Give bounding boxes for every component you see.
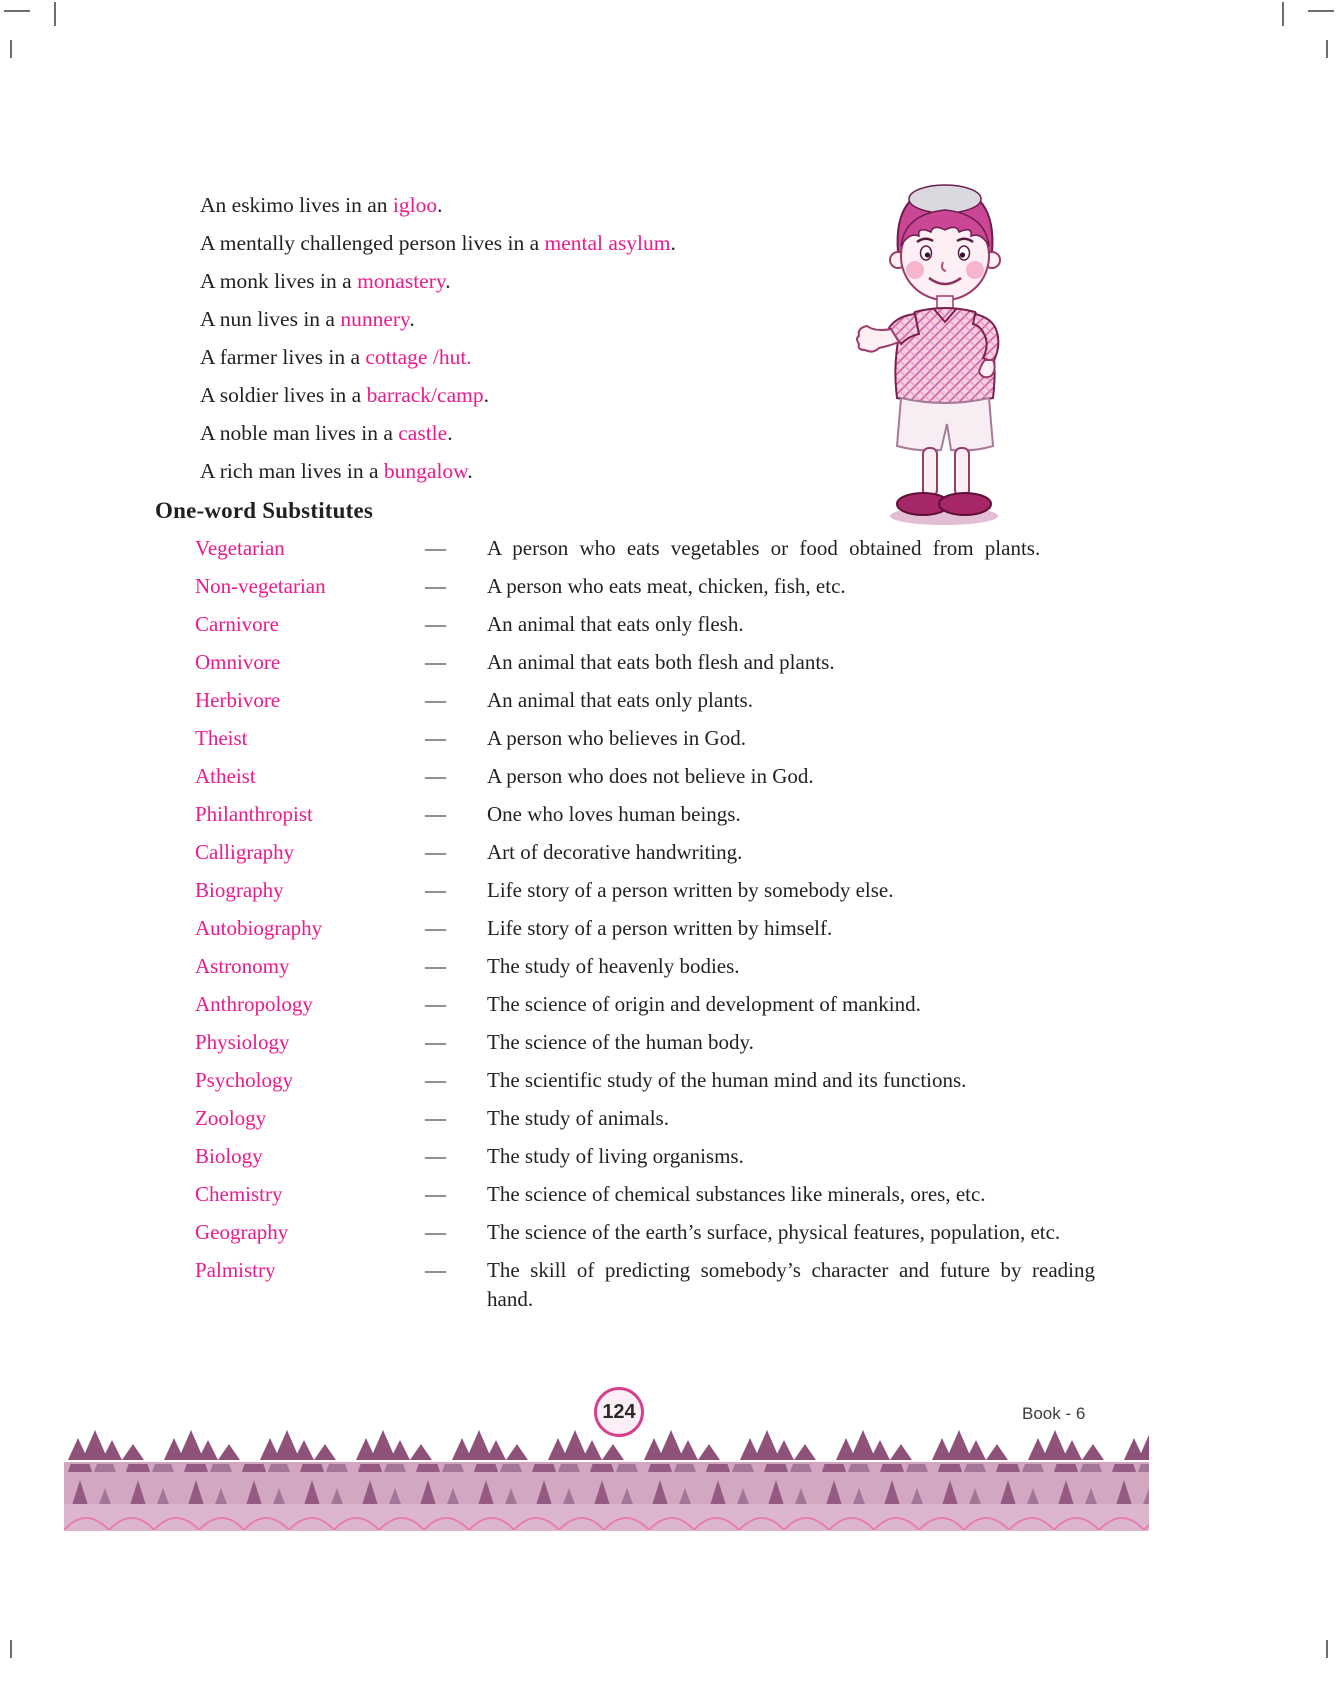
- crop-mark: [4, 10, 30, 12]
- substitute-row: [195, 572, 1095, 601]
- dwelling-term: bungalow: [383, 459, 468, 483]
- crop-mark: [10, 1640, 12, 1658]
- dash-separator: —: [425, 764, 446, 788]
- substitute-row: [195, 648, 1095, 677]
- substitute-row: [195, 914, 1095, 943]
- substitute-row: [195, 1028, 1095, 1057]
- substitute-term: Biology: [195, 1144, 263, 1168]
- dwelling-term: barrack/camp: [366, 383, 484, 407]
- dwelling-period: .: [447, 421, 453, 445]
- substitute-term: Physiology: [195, 1030, 290, 1054]
- section-heading: One-word Substitutes: [155, 498, 374, 523]
- substitute-definition: Life story of a person written by himself.: [487, 916, 833, 940]
- dash-separator: —: [425, 802, 446, 826]
- dwelling-period: .: [483, 383, 489, 407]
- dwelling-term: mental asylum: [544, 231, 671, 255]
- dash-separator: —: [425, 878, 446, 902]
- dwelling-text: A mentally challenged person lives in a: [200, 231, 545, 255]
- dwelling-term: igloo: [392, 193, 438, 217]
- substitute-definition: Art of decorative handwriting.: [487, 840, 743, 864]
- substitute-row: [195, 800, 1095, 829]
- substitute-definition: A person who eats meat, chicken, fish, etc.: [487, 574, 846, 598]
- substitute-term: Non-vegetarian: [195, 574, 326, 598]
- substitute-definition: The scientific study of the human mind and its functions.: [487, 1068, 967, 1092]
- substitute-term: Geography: [195, 1220, 289, 1244]
- substitute-definition: The study of living organisms.: [487, 1144, 744, 1168]
- dash-separator: —: [425, 536, 446, 560]
- dash-separator: —: [425, 1030, 446, 1054]
- dwelling-text: A nun lives in a: [200, 307, 341, 331]
- substitute-term: Vegetarian: [195, 536, 285, 560]
- substitute-definition: One who loves human beings.: [487, 802, 741, 826]
- footer-forest-border: [64, 1426, 1149, 1531]
- substitute-definition: A person who does not believe in God.: [487, 764, 814, 788]
- dash-separator: —: [425, 1068, 446, 1092]
- dash-separator: —: [425, 916, 446, 940]
- substitute-term: Astronomy: [195, 954, 290, 978]
- dash-separator: —: [425, 574, 446, 598]
- dash-separator: —: [425, 650, 446, 674]
- substitute-definition: An animal that eats only flesh.: [487, 612, 744, 636]
- substitute-row: [195, 1104, 1095, 1133]
- substitute-definition: A person who believes in God.: [487, 726, 746, 750]
- dash-separator: —: [425, 1144, 446, 1168]
- substitute-row: [195, 1142, 1095, 1171]
- dwelling-text: A rich man lives in a: [200, 459, 384, 483]
- substitute-row: [195, 686, 1095, 715]
- dwelling-period: .: [409, 307, 415, 331]
- dwelling-line: [200, 300, 676, 338]
- dwelling-period: .: [437, 193, 443, 217]
- dash-separator: —: [425, 840, 446, 864]
- substitute-definition: A person who eats vegetables or food obtained from plants.: [487, 536, 1041, 560]
- dwelling-line: [200, 186, 676, 224]
- dwelling-term: cottage /hut.: [365, 345, 472, 369]
- dwelling-text: A noble man lives in a: [200, 421, 399, 445]
- dwelling-period: .: [445, 269, 451, 293]
- substitute-definition: Life story of a person written by somebody else.: [487, 878, 894, 902]
- substitute-row: [195, 838, 1095, 867]
- dash-separator: —: [425, 726, 446, 750]
- dwelling-term: monastery: [357, 269, 446, 293]
- substitute-row: [195, 876, 1095, 905]
- crop-mark: [10, 40, 12, 58]
- substitute-row: [195, 1180, 1095, 1209]
- crop-mark: [54, 2, 56, 26]
- substitute-row: [195, 762, 1095, 791]
- substitute-row: [195, 1218, 1095, 1247]
- dwelling-text: An eskimo lives in an: [200, 193, 393, 217]
- crop-mark: [1308, 10, 1334, 12]
- crop-mark: [1282, 2, 1284, 26]
- substitute-term: Herbivore: [195, 688, 281, 712]
- dwellings-list: [200, 186, 676, 490]
- substitute-term: Psychology: [195, 1068, 294, 1092]
- dash-separator: —: [425, 1106, 446, 1130]
- substitute-term: Theist: [195, 726, 248, 750]
- substitute-term: Palmistry: [195, 1258, 276, 1282]
- dwelling-line: [200, 224, 676, 262]
- substitute-definition: The science of the human body.: [487, 1030, 754, 1054]
- substitute-term: Biography: [195, 878, 284, 902]
- substitute-definition: The science of origin and development of mankind.: [487, 992, 921, 1016]
- boy-illustration-svg: [845, 166, 1017, 528]
- dash-separator: —: [425, 688, 446, 712]
- dwelling-line: [200, 338, 676, 376]
- substitute-term: Anthropology: [195, 992, 313, 1016]
- substitute-term: Calligraphy: [195, 840, 295, 864]
- dash-separator: —: [425, 1220, 446, 1244]
- substitute-term: Carnivore: [195, 612, 279, 636]
- crop-mark: [1326, 1640, 1328, 1658]
- substitutes-table: [195, 534, 1095, 1323]
- substitute-term: Philanthropist: [195, 802, 313, 826]
- dwelling-term: nunnery: [340, 307, 410, 331]
- boy-illustration: [845, 166, 1017, 528]
- dash-separator: —: [425, 992, 446, 1016]
- substitute-term: Atheist: [195, 764, 256, 788]
- dwelling-line: [200, 262, 676, 300]
- dwelling-text: A farmer lives in a: [200, 345, 366, 369]
- substitute-definition: An animal that eats both flesh and plants.: [487, 650, 835, 674]
- dwelling-period: .: [467, 459, 473, 483]
- substitute-term: Zoology: [195, 1106, 267, 1130]
- substitute-row: [195, 952, 1095, 981]
- crop-mark: [1326, 40, 1328, 58]
- dwelling-text: A soldier lives in a: [200, 383, 367, 407]
- substitute-row: [195, 990, 1095, 1019]
- substitute-row: [195, 724, 1095, 753]
- substitute-definition: The skill of predicting somebody’s character and future by reading hand.: [487, 1258, 1095, 1311]
- page-number-badge: 124: [594, 1387, 644, 1437]
- dash-separator: —: [425, 954, 446, 978]
- substitute-term: Autobiography: [195, 916, 323, 940]
- substitute-row: [195, 534, 1095, 563]
- dash-separator: —: [425, 1182, 446, 1206]
- dwelling-period: .: [670, 231, 676, 255]
- substitute-definition: The study of heavenly bodies.: [487, 954, 740, 978]
- dwelling-line: [200, 376, 676, 414]
- substitute-definition: An animal that eats only plants.: [487, 688, 753, 712]
- dwelling-text: A monk lives in a: [200, 269, 358, 293]
- substitute-term: Chemistry: [195, 1182, 283, 1206]
- substitute-definition: The study of animals.: [487, 1106, 669, 1130]
- book-label: Book - 6: [1022, 1404, 1086, 1423]
- substitute-row: [195, 610, 1095, 639]
- dwelling-line: [200, 452, 676, 490]
- substitute-row: [195, 1066, 1095, 1095]
- dash-separator: —: [425, 612, 446, 636]
- substitute-definition: The science of the earth’s surface, physical features, population, etc.: [487, 1220, 1061, 1244]
- substitute-row: [195, 1256, 1095, 1314]
- substitute-definition: The science of chemical substances like minerals, ores, etc.: [487, 1182, 986, 1206]
- dash-separator: —: [425, 1258, 446, 1282]
- substitute-term: Omnivore: [195, 650, 281, 674]
- dwelling-line: [200, 414, 676, 452]
- dwelling-term: castle: [398, 421, 448, 445]
